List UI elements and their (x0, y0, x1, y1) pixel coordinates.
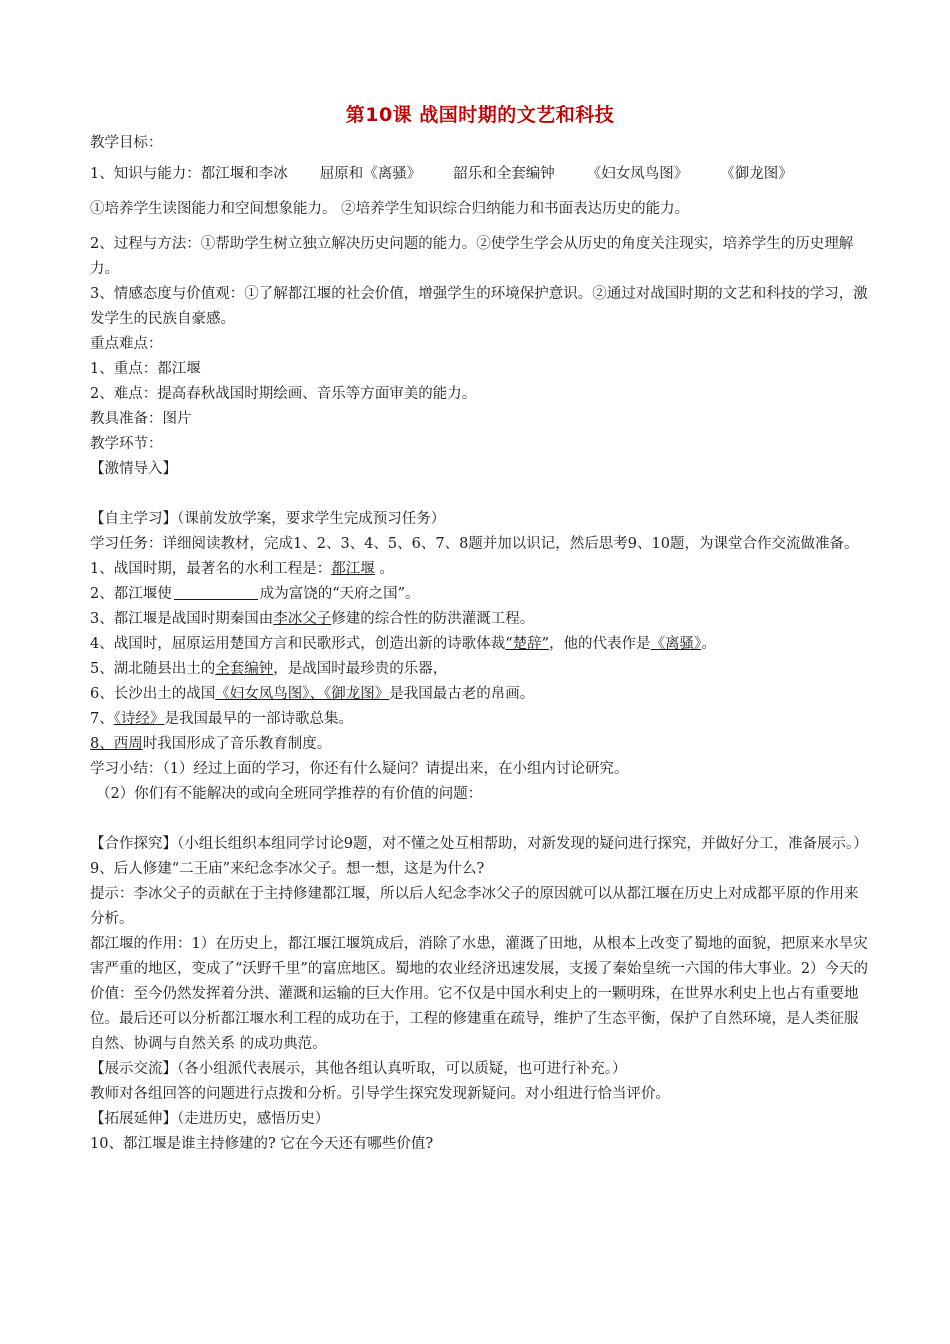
question-6 (90, 682, 870, 707)
answer: 《诗经》 (113, 711, 165, 727)
show-title: 【展示交流】 (90, 1061, 177, 1077)
spacer (90, 482, 870, 507)
question-text: 是我国最早的一部诗歌总集。 (164, 711, 353, 727)
question-text: 6、长沙出土的战国 (90, 686, 216, 702)
question-text: 7、 (90, 711, 114, 727)
study-task: 学习任务：详细阅读教材，完成1、2、3、4、5、6、7、8题并加以识记，然后思考9、10题，为课堂合作交流做准备。 (90, 536, 859, 552)
question-text: 是我国最古老的帛画。 (389, 686, 535, 702)
question-text: 。 (374, 561, 394, 577)
cooperate-title: 【合作探究】 (90, 836, 177, 852)
hint: 提示：李冰父子的贡献在于主持修建都江堰，所以后人纪念李冰父子的原因就可以从都江堰在历史上对成都平原的作用来分析。 (90, 886, 859, 927)
study-summary-2: （2）你们有不能解决的或向全班同学推荐的有价值的问题： (96, 786, 483, 802)
teacher-guidance: 教师对各组回答的问题进行点拨和分析。引导学生探究发现新疑问。对小组进行恰当评价。 (90, 1086, 670, 1102)
question-text: 5、湖北随县出土的 (90, 661, 216, 677)
key-heading: 重点难点： (90, 336, 163, 352)
answer: 《离骚》 (650, 636, 702, 652)
difficult-point: 2、难点：提高春秋战国时期绘画、音乐等方面审美的能力。 (90, 386, 477, 402)
steps-heading: 教学环节： (90, 436, 163, 452)
question-2 (90, 582, 870, 607)
question-text: 1、战国时期，最著名的水利工程是： (90, 561, 332, 577)
answer: 都江堰 (331, 561, 375, 577)
show-section (90, 1057, 870, 1082)
extend-title: 【拓展延伸】 (90, 1111, 177, 1127)
goal-emotion: 3、情感态度与价值观：①了解都江堰的社会价值，增强学生的环境保护意识。②通过对战国时期的文艺和科技的学习，激发学生的民族自豪感。 (90, 286, 868, 327)
blank-line (174, 585, 258, 600)
question-7 (90, 707, 870, 732)
goal-item: 《御龙图》 (720, 166, 793, 182)
answer: “楚辞” (505, 636, 550, 652)
extend-section (90, 1107, 870, 1132)
question-text: 3、都江堰是战国时期秦国由 (90, 611, 274, 627)
key-point: 1、重点：都江堰 (90, 361, 201, 377)
extend-note: （走进历史，感悟历史） (177, 1111, 330, 1127)
intro-heading: 【激情导入】 (90, 461, 177, 477)
question-text: 修建的综合性的防洪灌溉工程。 (331, 611, 535, 627)
question-text: 时我国形成了音乐教育制度。 (142, 736, 332, 752)
self-study-note: （课前发放学案，要求学生完成预习任务） (177, 511, 446, 527)
question-3 (90, 607, 870, 632)
question-text: ，他的代表作是 (549, 636, 651, 652)
goal-knowledge-prefix: 1、知识与能力： (90, 166, 201, 182)
answer: 李冰父子 (273, 611, 332, 627)
goal-ability: ①培养学生读图能力和空间想象能力。 ②培养学生知识综合归纳能力和书面表达历史的能力。 (90, 201, 690, 217)
answer: 8、西周 (90, 736, 143, 752)
answer: 全套编钟 (215, 661, 274, 677)
goal-item: 韶乐和全套编钟 (453, 166, 555, 182)
answer: 《妇女凤鸟图》、《御龙图》 (215, 686, 390, 702)
goal-item: 《妇女凤鸟图》 (586, 166, 689, 182)
goal-knowledge (90, 162, 870, 187)
cooperate-note: （小组长组织本组同学讨论9题，对不懂之处互相帮助，对新发现的疑问进行探究，并做好分工，准备展示。） (177, 836, 868, 852)
spacer (90, 807, 870, 832)
question-4 (90, 632, 870, 657)
dujiangyan-effect: 都江堰的作用：1）在历史上，都江堰江堰筑成后，消除了水患，灌溉了田地，从根本上改变了蜀地的面貌，把原来水旱灾害严重的地区，变成了“沃野千里”的富庶地区。蜀地的农业经济迅速发展，支援了秦始皇统一六国的伟大事业。2）今天的价值：至今仍然发挥着分洪、灌溉和运输的巨大作用。它不仅是中国水利史上的一颗明珠，在世界水利史上也占有重要地位。最后还可以分析都江堰水利工程的成功在于，工程的修建重在疏导，维护了生态平衡，保护了自然环境，是人类征服自然、协调与自然关系 的成功典范。 (90, 936, 869, 1052)
question-10: 10、都江堰是谁主持修建的? 它在今天还有哪些价值? (90, 1136, 434, 1152)
study-summary-1: 学习小结：（1）经过上面的学习，你还有什么疑问？请提出来，在小组内讨论研究。 (90, 761, 629, 777)
self-study-heading (90, 507, 870, 532)
goals-heading: 教学目标： (90, 135, 163, 151)
page-title: 第10课 战国时期的文艺和科技 (345, 104, 615, 126)
question-5 (90, 657, 870, 682)
question-8 (90, 732, 870, 757)
question-text: 成为富饶的“天府之国”。 (259, 586, 420, 602)
question-text: 。 (701, 636, 716, 652)
question-9: 9、后人修建“二王庙”来纪念李冰父子。想一想，这是为什么? (90, 861, 485, 877)
question-text: ，是战国时最珍贵的乐器， (273, 661, 448, 677)
lesson-document (90, 100, 870, 1157)
question-text: 2、都江堰使 (90, 586, 172, 602)
show-note: （各小组派代表展示，其他各组认真听取，可以质疑，也可进行补充。） (177, 1061, 627, 1077)
cooperate-section (90, 832, 870, 857)
question-text: 4、战国时，屈原运用楚国方言和民歌形式，创造出新的诗歌体裁 (90, 636, 506, 652)
goal-process: 2、过程与方法：①帮助学生树立独立解决历史问题的能力。②使学生学会从历史的角度关注现实，培养学生的历史理解力。 (90, 236, 854, 277)
self-study-title: 【自主学习】 (90, 511, 177, 527)
goal-item: 都江堰和李冰 (200, 166, 288, 182)
goal-item: 屈原和《离骚》 (319, 166, 422, 182)
tools: 教具准备：图片 (90, 411, 192, 427)
question-1 (90, 557, 870, 582)
